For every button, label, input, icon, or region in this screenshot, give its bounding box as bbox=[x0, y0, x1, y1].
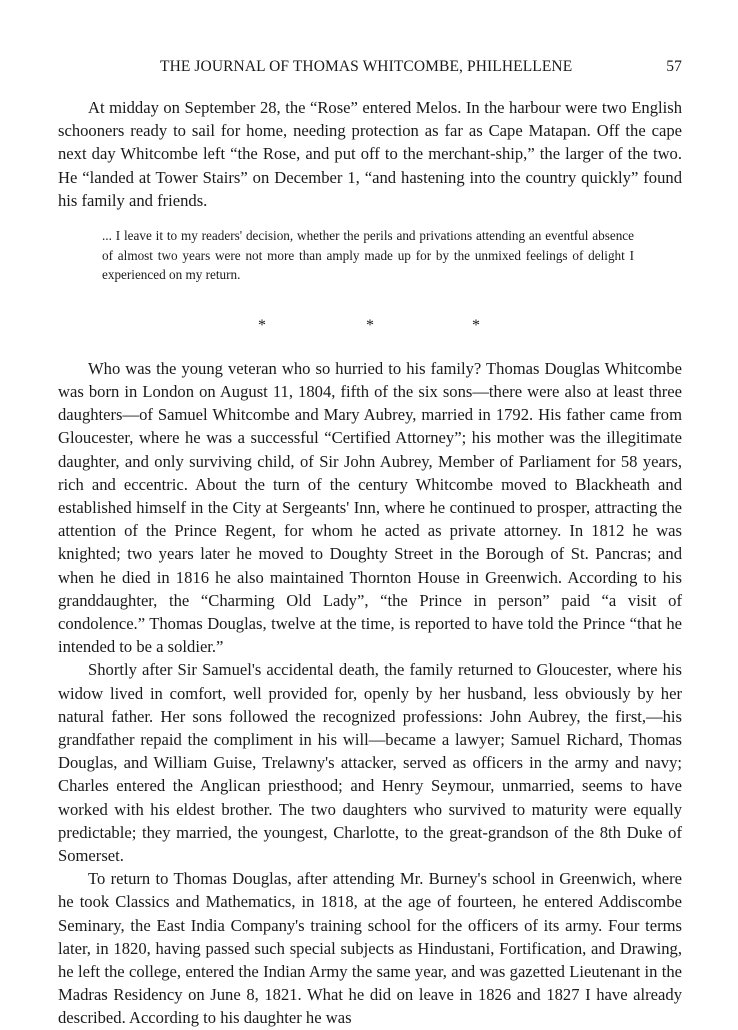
paragraph-family: Shortly after Sir Samuel's accidental death, the family returned to Gloucester, where his widow lived in comfort, well provided for, openly by her husband, less obviously by her natural father. Her sons followed the recognized professions: John Aubrey, the first,—his grandfather repaid the compliment in his will—became a lawyer; Samuel Richard, Thomas Douglas, and William Guise, Trelawny's attacker, served as officers in the army and navy; Charles entered the Anglican priesthood; and Henry Seymour, unmarried, seems to have worked with his eldest brother. The two daughters who survived to maturity were equally predictable; they married, the youngest, Charlotte, to the great-grandson of the 8th Duke of Somerset. bbox=[58, 660, 682, 866]
document-page bbox=[58, 58, 682, 1030]
section-break-asterisk: * bbox=[472, 316, 480, 334]
section-break bbox=[58, 317, 682, 337]
running-head: THE JOURNAL OF THOMAS WHITCOMBE, PHILHELLENE bbox=[160, 58, 573, 75]
paragraph-arrival-home: At midday on September 28, the “Rose” entered Melos. In the harbour were two English schooners ready to sail for home, needing protection as far as Cape Matapan. Off the cape next day Whitcombe left “the Rose, and put off to the merchant-ship,” the larger of the two. He “landed at Tower Stairs” on December 1, “and hastening into the country quickly” found his family and friends. bbox=[58, 98, 682, 210]
page-number: 57 bbox=[666, 58, 682, 75]
paragraph-education: To return to Thomas Douglas, after attending Mr. Burney's school in Greenwich, where he took Classics and Mathematics, in 1818, at the age of fourteen, he entered Addiscombe Seminary, the East India Company's training school for the officers of its army. Four terms later, in 1820, having passed such special subjects as Hindustani, Fortification, and Drawing, he left the college, entered the Indian Army the same year, and was gazetted Lieutenant in the Madras Residency on June 8, 1821. What he did on leave in 1826 and 1827 I have already described. According to his daughter he was bbox=[58, 869, 682, 1028]
paragraph-biography: Who was the young veteran who so hurried to his family? Thomas Douglas Whitcombe was born in London on August 11, 1804, fifth of the six sons—there were also at least three daughters—of Samuel Whitcombe and Mary Aubrey, married in 1792. His father came from Gloucester, where he was a successful “Certified Attorney”; his mother was the illegitimate daughter, and only surviving child, of Sir John Aubrey, Member of Parliament for 58 years, rich and eccentric. About the turn of the century Whitcombe moved to Blackheath and established himself in the City at Sergeants' Inn, where he continued to prosper, attracting the attention of the Prince Regent, for whom he acted as private attorney. In 1812 he was knighted; two years later he moved to Doughty Street in the Borough of St. Pancras; and when he died in 1816 he also maintained Thornton House in Greenwich. According to his granddaughter, the “Charming Old Lady”, “the Prince in person” paid “a visit of condolence.” Thomas Douglas, twelve at the time, is reported to have told the Prince “that he intended to be a soldier.” bbox=[58, 358, 682, 657]
section-break-asterisk: * bbox=[258, 316, 266, 334]
block-quote: ... I leave it to my readers' decision, whether the perils and privations attending an eventful absence of almost two years were not more than amply made up for by the unmixed feelings of delight I experienced on my return. bbox=[102, 228, 634, 283]
page-header bbox=[58, 58, 682, 82]
section-break-asterisk: * bbox=[366, 316, 374, 334]
